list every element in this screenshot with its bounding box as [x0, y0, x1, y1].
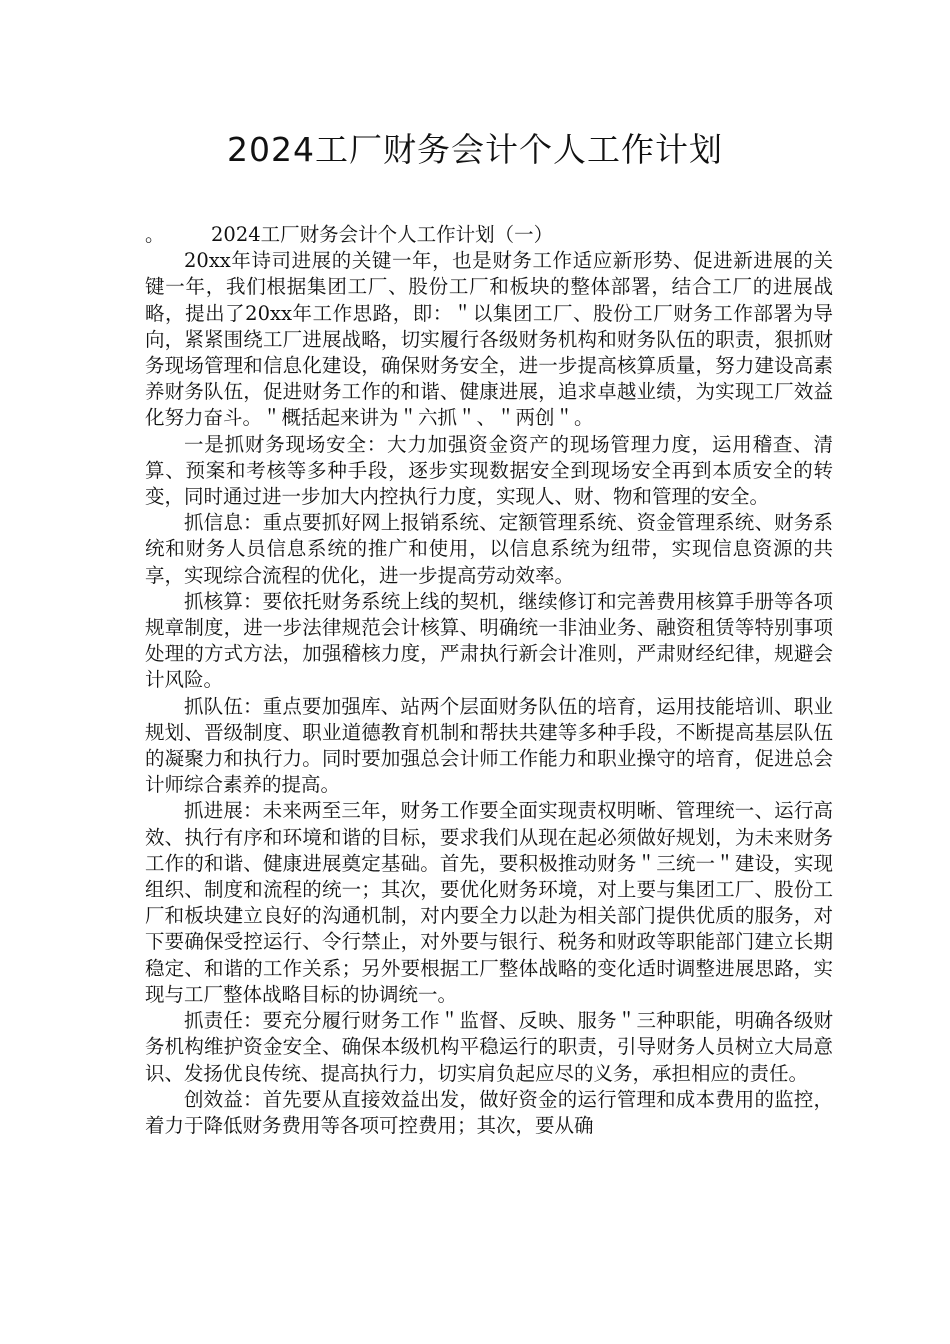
paragraph-information: 抓信息：重点要抓好网上报销系统、定额管理系统、资金管理系统、财务系统和财务人员信息系统的推广和使用，以信息系统为纽带，实现信息资源的共享，实现综合流程的优化，进一步提高劳动效率。	[145, 511, 833, 587]
document-body	[145, 222, 833, 1139]
subtitle-prefix: 。	[145, 223, 165, 246]
paragraph-intro: 20xx年诗司进展的关键一年，也是财务工作适应新形势、促进新进展的关键一年，我们根据集团工厂、股份工厂和板块的整体部署，结合工厂的进展战略，提出了20xx年工作思路，即：＂以集团工厂、股份工厂财务工作部署为导向，紧紧围绕工厂进展战略，切实履行各级财务机构和财务队伍的职责，狠抓财务现场管理和信息化建设，确保财务安全，进一步提高核算质量，努力建设高素养财务队伍，促进财务工作的和谐、健康进展，追求卓越业绩，为实现工厂效益化努力奋斗。＂概括起来讲为＂六抓＂、＂两创＂。	[145, 249, 833, 430]
paragraph-development: 抓进展：未来两至三年，财务工作要全面实现责权明晰、管理统一、运行高效、执行有序和环境和谐的目标，要求我们从现在起必须做好规划，为未来财务工作的和谐、健康进展奠定基础。首先，要积极推动财务＂三统一＂建设，实现组织、制度和流程的统一；其次，要优化财务环境，对上要与集团工厂、股份工厂和板块建立良好的沟通机制，对内要全力以赴为相关部门提供优质的服务，对下要确保受控运行、令行禁止，对外要与银行、税务和财政等职能部门建立长期稳定、和谐的工作关系；另外要根据工厂整体战略的变化适时调整进展思路，实现与工厂整体战略目标的协调统一。	[145, 799, 833, 1006]
paragraph-team: 抓队伍：重点要加强库、站两个层面财务队伍的培育，运用技能培训、职业规划、晋级制度、职业道德教育机制和帮扶共建等多种手段，不断提高基层队伍的凝聚力和执行力。同时要加强总会计师工作能力和职业操守的培育，促进总会计师综合素养的提高。	[145, 694, 833, 797]
paragraph-safety: 一是抓财务现场安全：大力加强资金资产的现场管理力度，运用稽查、清算、预案和考核等多种手段，逐步实现数据安全到现场安全再到本质安全的转变，同时通过进一步加大内控执行力度，实现人、财、物和管理的安全。	[145, 432, 833, 509]
paragraph-benefit: 创效益：首先要从直接效益出发，做好资金的运行管理和成本费用的监控，着力于降低财务费用等各项可控费用；其次，要从确	[145, 1087, 833, 1137]
document-title: 2024工厂财务会计个人工作计划	[227, 130, 723, 169]
paragraph-responsibility: 抓责任：要充分履行财务工作＂监督、反映、服务＂三种职能，明确各级财务机构维护资金安全、确保本级机构平稳运行的职责，引导财务人员树立大局意识、发扬优良传统、提高执行力，切实肩负起应尽的义务，承担相应的责任。	[145, 1009, 833, 1085]
section-heading	[145, 222, 833, 248]
paragraph-accounting: 抓核算：要依托财务系统上线的契机，继续修订和完善费用核算手册等各项规章制度，进一步法律规范会计核算、明确统一非油业务、融资租赁等特别事项处理的方式方法，加强稽核力度，严肃执行新会计准则，严肃财经纪律，规避会计风险。	[145, 589, 833, 692]
section-subtitle: 2024工厂财务会计个人工作计划（一）	[211, 223, 554, 246]
